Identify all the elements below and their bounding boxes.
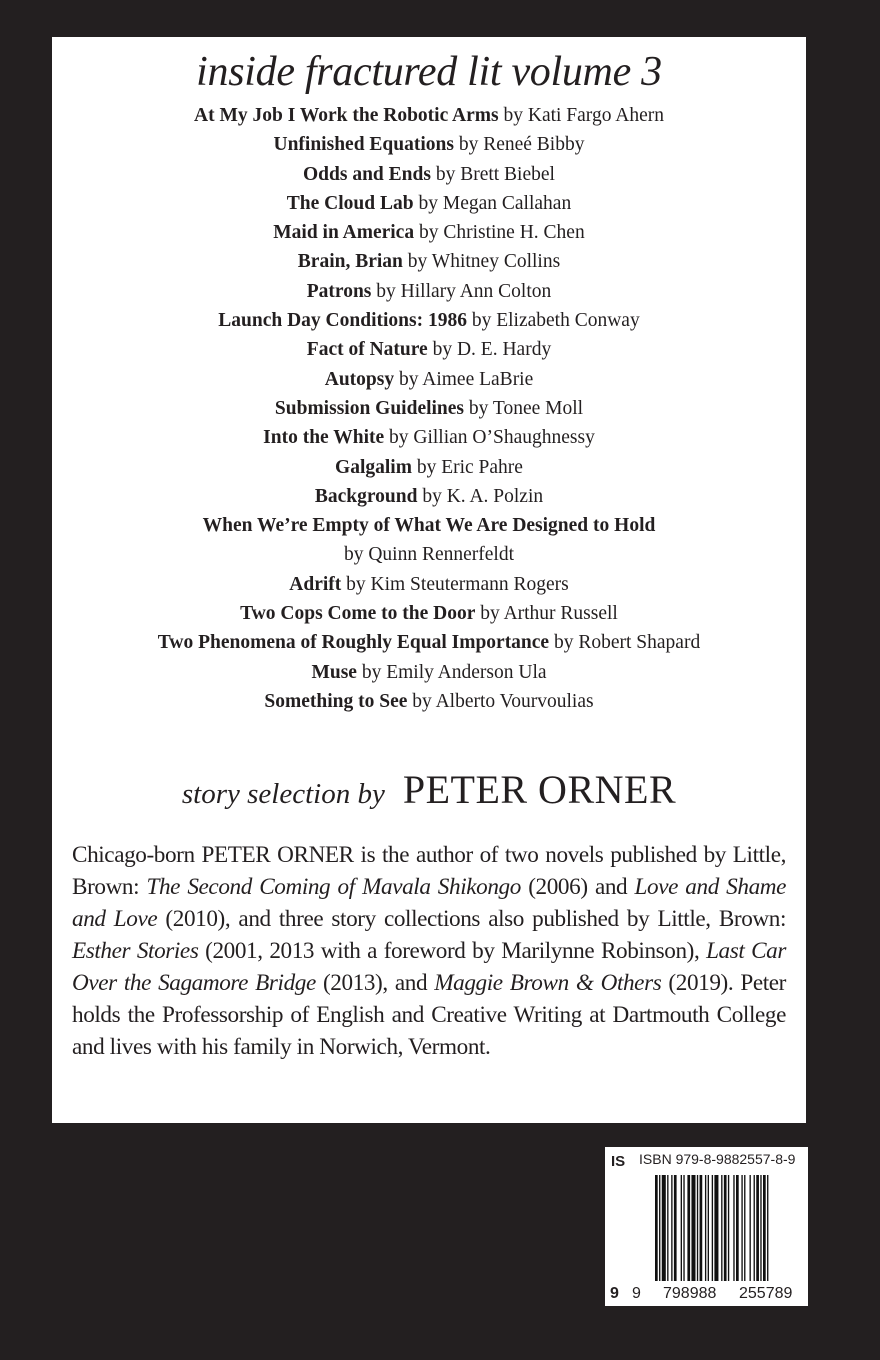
barcode-bar (697, 1175, 698, 1281)
toc-entry (52, 277, 806, 306)
barcode-bar (674, 1175, 677, 1281)
bio-text: (2013), and (315, 970, 435, 996)
story-title: At My Job I Work the Robotic Arms (194, 105, 499, 126)
toc-entry (52, 687, 806, 716)
story-title: Two Cops Come to the Door (240, 603, 476, 625)
story-title: Patrons (306, 280, 372, 302)
toc-entry (52, 570, 806, 599)
barcode-bar (691, 1175, 695, 1281)
book-title: inside fractured lit volume 3 (196, 49, 662, 95)
barcode-prefix: IS (611, 1153, 626, 1170)
story-title: Brain, Brian (297, 251, 403, 273)
story-author: by K. A. Polzin (422, 485, 544, 507)
bio-text: (2006) and (520, 874, 635, 900)
barcode-lead-digit: 9 (610, 1285, 619, 1302)
barcode-bar (712, 1175, 713, 1281)
toc-entry (52, 101, 806, 130)
barcode-digit-group-1: 798988 (663, 1285, 717, 1302)
barcode-bar (756, 1175, 759, 1281)
story-author: by Robert Shapard (553, 632, 701, 654)
story-author: by Aimee LaBrie (398, 368, 534, 390)
barcode-bar (744, 1175, 745, 1281)
toc-entry (52, 189, 806, 218)
bio-text: (2010), and three story collections also published by Little, Brown: (157, 906, 787, 932)
story-title: Fact of Nature (306, 339, 428, 361)
editor-name: PETER ORNER (402, 767, 677, 812)
toc-entry (52, 335, 806, 364)
story-author: by Emily Anderson Ula (361, 661, 547, 683)
barcode-digit-group-0: 9 (632, 1285, 641, 1302)
toc-entry (52, 482, 806, 511)
barcode-bar (671, 1175, 672, 1281)
story-author: by Tonee Moll (468, 397, 584, 419)
story-title: When We’re Empty of What We Are Designed to Hold (202, 515, 656, 537)
story-author: by Alberto Vourvoulias (412, 690, 594, 712)
story-title: The Cloud Lab (286, 192, 414, 214)
barcode-bar (733, 1175, 734, 1281)
toc-entry (52, 130, 806, 159)
story-title: Autopsy (324, 368, 395, 390)
story-author: by Megan Callahan (418, 192, 572, 214)
barcode-bar (714, 1175, 718, 1281)
story-author: by Gillian O’Shaughnessy (389, 427, 595, 449)
story-title: Galgalim (335, 456, 412, 478)
story-author: by Kati Fargo Ahern (503, 105, 664, 126)
barcode-bar (721, 1175, 722, 1281)
barcode-bar (767, 1175, 768, 1281)
bio-text: (2001, 2013 with a foreword by Marilynne Robinson), (198, 938, 707, 964)
barcode-bar (683, 1175, 684, 1281)
book-title-italic: Esther Stories (72, 938, 199, 964)
barcode-digit-group-2: 255789 (739, 1285, 793, 1302)
story-author: by D. E. Hardy (432, 339, 552, 361)
story-title: Launch Day Conditions: 1986 (218, 310, 467, 332)
toc-entry (52, 511, 806, 540)
toc-entry (52, 658, 806, 687)
selection-label: story selection by (181, 778, 385, 810)
barcode-bar (655, 1175, 658, 1281)
barcode-bar (728, 1175, 729, 1281)
story-selection (52, 765, 806, 815)
isbn-barcode (605, 1147, 808, 1306)
back-cover-panel (52, 37, 806, 1123)
author-bio (72, 839, 786, 1063)
story-title: Odds and Ends (303, 163, 431, 185)
story-title: Background (314, 485, 418, 507)
story-author: by Quinn Rennerfeldt (343, 544, 515, 566)
story-author: by Hillary Ann Colton (376, 280, 552, 302)
book-title-italic: Last Car Over the Sagamore Bridge (72, 938, 786, 996)
barcode-bar (687, 1175, 690, 1281)
barcode-bar (662, 1175, 666, 1281)
story-title: Something to See (264, 690, 408, 712)
toc-entry (52, 599, 806, 628)
barcode-bar (708, 1175, 709, 1281)
story-title: Muse (311, 661, 357, 683)
story-title: Two Phenomena of Roughly Equal Importance (157, 632, 550, 654)
story-author: by Brett Biebel (435, 163, 555, 185)
story-title: Into the White (263, 427, 385, 449)
barcode-bar (750, 1175, 751, 1281)
toc-entry (52, 628, 806, 657)
story-author: by Arthur Russell (480, 603, 618, 625)
toc-entry (52, 423, 806, 452)
story-title: Adrift (289, 573, 342, 595)
toc-entry (52, 365, 806, 394)
story-author: by Reneé Bibby (458, 134, 585, 156)
toc-entry (52, 453, 806, 482)
barcode-bar (667, 1175, 668, 1281)
story-title: Maid in America (273, 222, 415, 244)
barcode-bar (705, 1175, 706, 1281)
barcode-bar (754, 1175, 755, 1281)
toc-entry (52, 540, 806, 569)
story-author: by Kim Steutermann Rogers (346, 573, 569, 595)
barcode-bars (655, 1175, 811, 1285)
barcode-bar (724, 1175, 727, 1281)
barcode-bar (659, 1175, 660, 1281)
book-title-italic: Maggie Brown & Others (434, 970, 662, 996)
bio-text: Chicago-born PETER ORNER is the author of two novels published by Little, Brown: (72, 842, 786, 900)
toc-entry (52, 160, 806, 189)
toc-entry (52, 218, 806, 247)
book-title-italic: The Second Coming of Mavala Shikongo (146, 874, 521, 900)
barcode-bar (681, 1175, 682, 1281)
barcode-bar (741, 1175, 742, 1281)
book-title-italic: Love and Shame and Love (72, 874, 787, 932)
story-author: by Elizabeth Conway (471, 310, 640, 332)
story-title: Unfinished Equations (273, 134, 454, 156)
bio-text: (2019). Peter holds the Professorship of English and Creative Writing at Dartmouth College and lives with his family in Norwich, Vermont. (72, 970, 786, 1060)
isbn-number: ISBN 979-8-9882557-8-9 (639, 1151, 796, 1167)
story-author: by Whitney Collins (407, 251, 561, 273)
toc-entry (52, 306, 806, 335)
story-author: by Eric Pahre (416, 456, 523, 478)
toc-entry (52, 247, 806, 276)
barcode-bar (700, 1175, 703, 1281)
barcode-bar (763, 1175, 766, 1281)
story-title: Submission Guidelines (274, 397, 465, 419)
story-author: by Christine H. Chen (418, 222, 585, 244)
barcode-bar (736, 1175, 739, 1281)
barcode-bar (760, 1175, 761, 1281)
toc-entry (52, 394, 806, 423)
table-of-contents (52, 101, 806, 716)
